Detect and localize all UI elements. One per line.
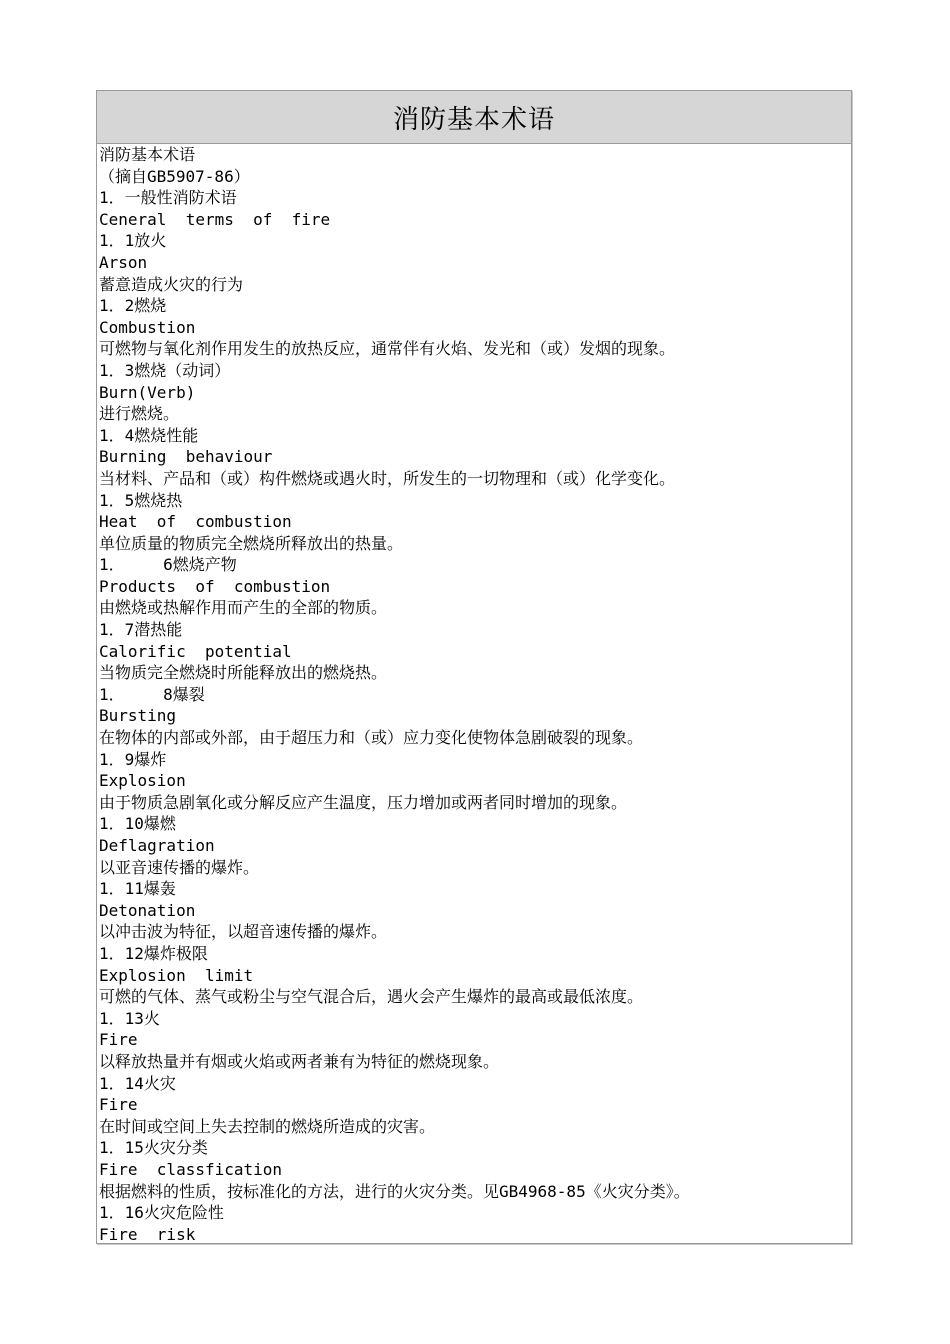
text-line: 1．2燃烧 xyxy=(99,296,167,316)
text-line: 1．13火 xyxy=(99,1008,160,1028)
text-line: 1．7潜热能 xyxy=(99,620,183,640)
text-line: 以冲击波为特征，以超音速传播的爆炸。 xyxy=(99,922,388,942)
text-line: 1．一般性消防术语 xyxy=(99,188,237,208)
text-line: 1．11爆轰 xyxy=(99,879,176,899)
text-line: （摘自GB5907-86） xyxy=(99,166,250,186)
text-line: Deflagration xyxy=(99,836,215,855)
text-line: Bursting xyxy=(99,706,177,726)
text-line: Detonation xyxy=(99,900,196,920)
text-line: 1．3燃烧（动词） xyxy=(99,360,231,380)
text-line: 1．4燃烧性能 xyxy=(99,425,199,445)
text-line: 以亚音速传播的爆炸。 xyxy=(99,857,260,877)
text-line: 在物体的内部或外部，由于超压力和（或）应力变化使物体急剧破裂的现象。 xyxy=(99,728,644,748)
text-line: Burning behaviour xyxy=(99,447,273,467)
text-line: 1．16火灾危险性 xyxy=(99,1203,224,1223)
table-header xyxy=(97,91,851,144)
text-line: 根据燃料的性质，按标准化的方法，进行的火灾分类。见GB4968-85《火灾分类》。 xyxy=(99,1181,690,1201)
text-line: 可燃物与氧化剂作用发生的放热反应，通常伴有火焰、发光和（或）发烟的现象。 xyxy=(99,339,676,359)
text-line: 可燃的气体、蒸气或粉尘与空气混合后，遇火会产生爆炸的最高或最低浓度。 xyxy=(99,987,644,1007)
text-line: Fire xyxy=(99,1095,138,1115)
text-line: 1．10爆燃 xyxy=(99,814,176,834)
text-line: 蓄意造成火灾的行为 xyxy=(99,274,244,294)
text-line: 1． 6燃烧产物 xyxy=(99,555,237,575)
text-line: Arson xyxy=(99,252,148,272)
document-table xyxy=(96,90,852,1244)
text-line: Burn(Verb) xyxy=(99,382,196,402)
page-title: 消防基本术语 xyxy=(392,104,555,135)
text-line: Fire xyxy=(99,1030,138,1050)
text-line: 进行燃烧。 xyxy=(99,404,180,424)
text-line: Combustion xyxy=(99,317,196,337)
text-line: 消防基本术语 xyxy=(99,145,196,164)
text-line: 在时间或空间上失去控制的燃烧所造成的灾害。 xyxy=(99,1116,436,1136)
table-body xyxy=(97,144,851,1245)
text-line: 1．15火灾分类 xyxy=(99,1138,208,1158)
text-line: 1．9爆炸 xyxy=(99,749,167,769)
text-line: 1．12爆炸极限 xyxy=(99,943,208,963)
text-line: Ceneral terms of fire xyxy=(99,209,331,229)
text-line: Fire classfication xyxy=(99,1159,283,1179)
text-line: 由于物质急剧氧化或分解反应产生温度，压力增加或两者同时增加的现象。 xyxy=(99,792,628,812)
text-line: 1．5燃烧热 xyxy=(99,490,183,510)
text-line: Explosion limit xyxy=(99,965,254,985)
text-line: 当物质完全燃烧时所能释放出的燃烧热。 xyxy=(99,663,388,683)
text-line: 由燃烧或热解作用而产生的全部的物质。 xyxy=(99,598,388,618)
text-line: Fire risk xyxy=(99,1224,196,1244)
text-line: 1． 8爆裂 xyxy=(99,684,205,704)
text-line: 1．1放火 xyxy=(99,231,167,251)
text-line: Products of combustion xyxy=(99,576,331,596)
text-line: 单位质量的物质完全燃烧所释放出的热量。 xyxy=(99,533,404,553)
text-line: Calorific potential xyxy=(99,641,292,661)
text-line: 1．14火灾 xyxy=(99,1073,176,1093)
text-line: 当材料、产品和（或）构件燃烧或遇火时，所发生的一切物理和（或）化学变化。 xyxy=(99,468,676,488)
text-line: Heat of combustion xyxy=(99,512,292,532)
text-line: 以释放热量并有烟或火焰或两者兼有为特征的燃烧现象。 xyxy=(99,1051,500,1071)
text-line: Explosion xyxy=(99,771,186,791)
